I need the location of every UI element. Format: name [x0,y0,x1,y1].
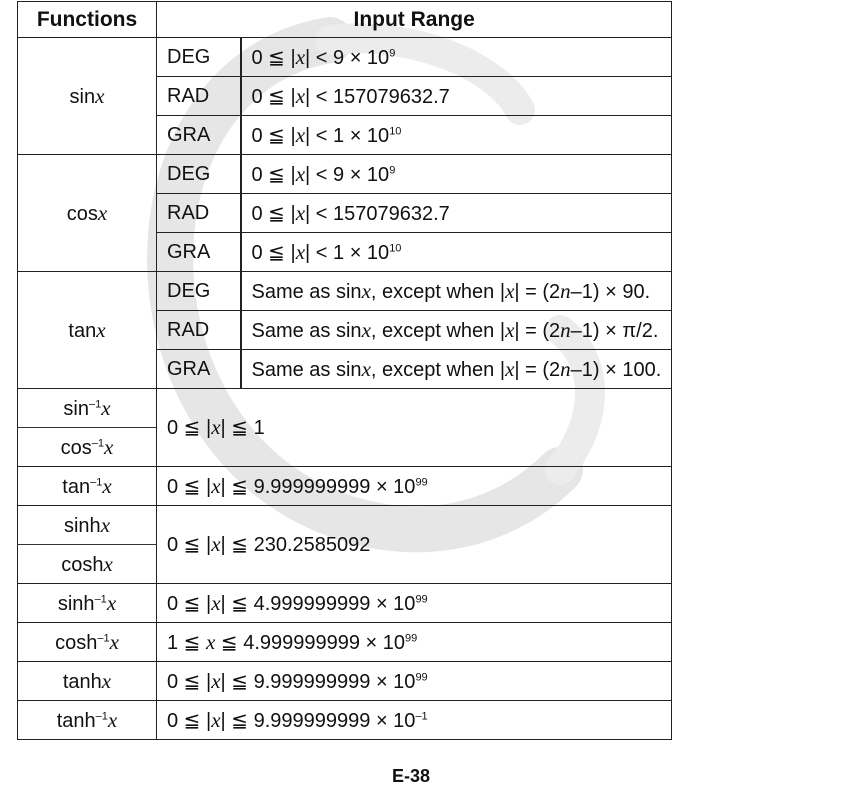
function-superscript: –1 [90,475,103,488]
range-text: , except when | [370,358,506,381]
variable-x: n [560,317,571,342]
function-cell [18,584,157,623]
range-text: | = (2 [514,358,561,381]
function-name: tanh [56,709,96,732]
table-row [18,506,672,545]
table-row [18,623,672,662]
variable-x: x [211,590,221,615]
variable-x: x [96,317,106,342]
function-cell [18,506,157,545]
range-text: Same as sin [251,280,362,303]
range-text: 0 ≦ | [251,124,296,147]
range-text: | < 157079632.7 [305,202,450,225]
variable-x: x [103,551,113,576]
range-exponent: 99 [405,631,418,644]
range-text: Same as sin [251,319,362,342]
function-name: cos [60,436,92,459]
range-exponent: –1 [415,709,428,722]
range-exponent: 99 [415,475,428,488]
range-text: | = (2 [514,280,561,303]
range-text: 0 ≦ | [167,417,212,439]
function-name: cos [66,202,98,225]
range-cell [241,233,672,272]
range-text: | < 157079632.7 [305,85,450,108]
variable-x: n [560,356,571,381]
table-row [18,662,672,701]
function-name: sinh [63,514,101,537]
table-row [18,272,672,311]
angle-mode-cell: GRA [157,350,241,389]
range-text: Same as sin [251,358,362,381]
page-number: E-38 [392,766,431,786]
range-exponent: 99 [415,592,428,605]
variable-x: x [102,473,112,498]
variable-x: x [211,415,221,439]
functions-header: Functions [18,2,157,38]
range-cell [157,662,672,701]
range-text: 0 ≦ | [251,163,296,186]
function-name: sin [69,85,96,108]
function-name: tan [62,475,91,498]
range-cell [241,155,672,194]
range-exponent: 10 [389,241,402,254]
range-text: | = (2 [514,319,561,342]
range-text: | ≦ 9.999999999 × 10 [220,670,416,693]
variable-x: x [505,278,515,303]
function-cell [18,38,157,155]
function-cell [18,662,157,701]
range-cell [241,38,672,77]
range-text: | ≦ 230.2585092 [220,534,371,556]
variable-x: x [295,44,306,69]
variable-x: x [104,434,114,459]
function-name: cosh [61,553,104,576]
range-text: –1) × 90. [570,280,651,303]
variable-x: x [361,278,371,303]
range-text: | ≦ 9.999999999 × 10 [220,475,416,498]
range-text: 0 ≦ | [167,534,212,556]
range-text: 1 ≦ [167,631,206,654]
angle-mode-cell: RAD [157,311,241,350]
variable-x: x [107,707,118,732]
range-text: 0 ≦ | [167,475,212,498]
range-exponent: 10 [389,124,402,137]
range-cell [241,194,672,233]
function-superscript: –1 [97,631,110,644]
table-row [18,584,672,623]
range-text: | < 1 × 10 [305,241,390,264]
function-cell [18,701,157,740]
variable-x: x [97,200,108,225]
variable-x: x [106,590,117,615]
range-text: 0 ≦ | [251,85,296,108]
variable-x: x [211,707,221,732]
function-cell [18,623,157,662]
range-text: | < 1 × 10 [305,124,390,147]
range-cell [241,311,672,350]
range-exponent: 9 [389,46,396,59]
variable-x: x [361,356,371,381]
range-text: | ≦ 9.999999999 × 10 [220,709,416,732]
range-text: 0 ≦ | [167,709,212,732]
range-cell [157,506,672,584]
input-range-table [17,1,672,740]
variable-x: x [100,512,111,537]
variable-x: x [295,200,306,225]
variable-x: x [109,629,119,654]
function-cell [18,428,157,467]
range-text: , except when | [370,319,506,342]
range-text: | < 9 × 10 [305,163,390,186]
range-cell [241,116,672,155]
range-text: 0 ≦ | [251,241,296,264]
range-text: ≦ 4.999999999 × 10 [215,631,406,654]
function-name: tan [68,319,97,342]
input-range-header: Input Range [157,2,672,38]
range-text: | ≦ 1 [220,417,265,439]
variable-x: x [101,395,111,420]
angle-mode-cell: RAD [157,77,241,116]
table-body [18,38,672,740]
function-name: cosh [55,631,98,654]
variable-x: x [505,356,515,381]
table-row [18,38,672,77]
function-cell [18,389,157,428]
variable-x: x [211,473,221,498]
function-cell [18,545,157,584]
variable-x: x [295,122,306,147]
range-text: | ≦ 4.999999999 × 10 [220,592,416,615]
variable-x: n [560,278,571,303]
range-exponent: 9 [389,163,396,176]
range-text: 0 ≦ | [167,592,212,615]
angle-mode-cell: DEG [157,38,241,77]
range-exponent: 99 [415,670,428,683]
angle-mode-cell: GRA [157,233,241,272]
range-cell [241,272,672,311]
function-superscript: –1 [89,397,102,410]
function-cell [18,272,157,389]
function-cell [18,467,157,506]
range-cell [157,701,672,740]
range-cell [241,77,672,116]
range-text: –1) × 100. [570,358,662,381]
function-name: tanh [62,670,102,693]
range-text: | < 9 × 10 [305,46,390,69]
function-superscript: –1 [95,709,108,722]
range-text: 0 ≦ | [251,202,296,225]
function-cell [18,155,157,272]
range-text: 0 ≦ | [251,46,296,69]
table-row [18,389,672,428]
angle-mode-cell: GRA [157,116,241,155]
function-name: sin [63,397,89,420]
variable-x: x [505,317,515,342]
angle-mode-cell: RAD [157,194,241,233]
function-name: sinh [57,592,95,615]
function-superscript: –1 [94,592,107,605]
range-text: –1) × π/2. [570,319,659,342]
angle-mode-cell: DEG [157,155,241,194]
variable-x: x [211,668,221,693]
variable-x: x [206,629,216,654]
range-text: 0 ≦ | [167,670,212,693]
table-row [18,701,672,740]
table-row [18,155,672,194]
variable-x: x [101,668,112,693]
table-row [18,467,672,506]
variable-x: x [295,239,306,264]
range-cell [157,623,672,662]
function-superscript: –1 [91,436,105,449]
variable-x: x [95,83,105,108]
variable-x: x [361,317,371,342]
range-cell [157,389,672,467]
range-cell [157,584,672,623]
range-text: , except when | [370,280,506,303]
range-cell [241,350,672,389]
range-cell [157,467,672,506]
variable-x: x [295,83,306,108]
angle-mode-cell: DEG [157,272,241,311]
variable-x: x [211,532,221,556]
variable-x: x [295,161,306,186]
